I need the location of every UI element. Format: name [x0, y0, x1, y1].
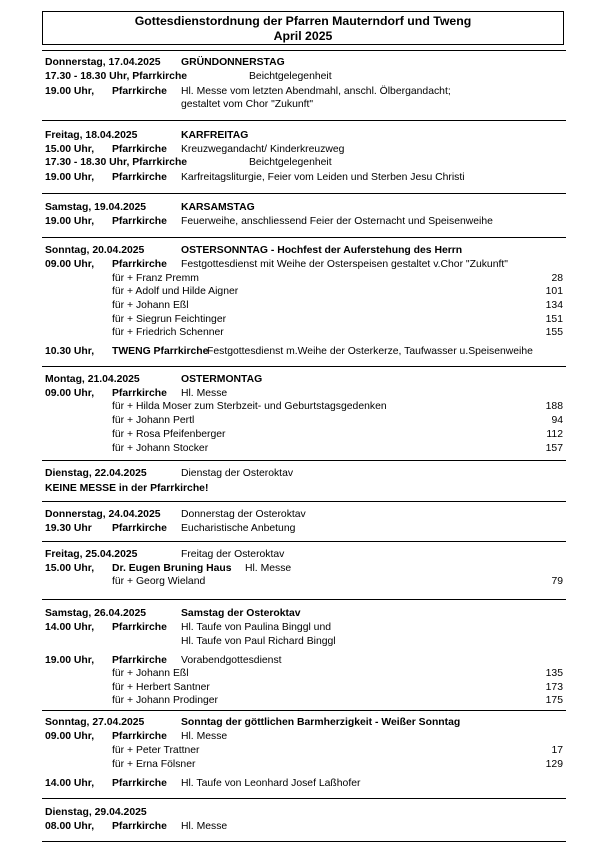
section-divider	[42, 460, 566, 461]
schedule-row	[45, 442, 563, 456]
row-date-time: 19.00 Uhr,	[45, 172, 95, 183]
page-title	[42, 11, 564, 45]
schedule-row	[45, 244, 563, 258]
schedule-row	[45, 548, 563, 562]
row-detail: Hl. Messe	[181, 731, 228, 742]
schedule-row	[45, 85, 563, 99]
row-label: für + Siegrun Feichtinger	[112, 314, 227, 325]
intention-number: 94	[551, 415, 563, 426]
row-detail: Hl. Messe	[181, 388, 228, 399]
row-detail: Feuerweihe, anschliessend Feier der Osternacht und Speisenweihe	[181, 216, 493, 227]
row-date-time: 08.00 Uhr,	[45, 821, 95, 832]
row-date-time: 15.00 Uhr,	[45, 144, 95, 155]
section-divider	[42, 541, 566, 542]
row-date-time: 17.30 - 18.30 Uhr, Pfarrkirche	[45, 157, 188, 168]
row-date-time: 09.00 Uhr,	[45, 388, 95, 399]
row-date-time: 19.00 Uhr,	[45, 86, 95, 97]
row-label: für + Rosa Pfeifenberger	[112, 429, 226, 440]
row-detail: Hl. Taufe von Leonhard Josef Laßhofer	[181, 778, 361, 789]
intention-number: 112	[546, 429, 563, 440]
row-detail: Hl. Messe	[181, 821, 228, 832]
row-date-time: Samstag, 26.04.2025	[45, 608, 147, 619]
schedule-row	[45, 508, 563, 522]
row-label: TWENG Pfarrkirche	[112, 346, 209, 357]
row-date-time: Samstag, 19.04.2025	[45, 202, 147, 213]
row-detail: Hl. Taufe von Paulina Binggl und	[181, 622, 331, 633]
row-detail: Festgottesdienst m.Weihe der Osterkerze, Taufwasser u.Speisenweihe	[207, 346, 533, 357]
row-label: für + Johann Eßl	[112, 668, 189, 679]
row-date-time: 17.30 - 18.30 Uhr, Pfarrkirche	[45, 71, 188, 82]
schedule-row	[45, 806, 563, 820]
schedule-row	[45, 694, 563, 708]
row-label: Pfarrkirche	[112, 655, 167, 666]
row-label: für + Peter Trattner	[112, 745, 200, 756]
intention-number: 134	[545, 300, 563, 311]
schedule-row	[45, 621, 563, 635]
row-label: Pfarrkirche	[112, 144, 167, 155]
schedule-row	[45, 667, 563, 681]
row-date-time: 14.00 Uhr,	[45, 622, 95, 633]
row-label: Pfarrkirche	[112, 172, 167, 183]
schedule-row	[45, 467, 563, 481]
row-detail: Hl. Messe	[245, 563, 292, 574]
row-label: Sonntag der göttlichen Barmherzigkeit - Weißer Sonntag	[181, 717, 461, 728]
row-label: Dienstag der Osteroktav	[181, 468, 294, 479]
row-label: Pfarrkirche	[112, 523, 167, 534]
section-divider	[42, 798, 566, 799]
intention-number: 155	[545, 327, 563, 338]
row-label: Donnerstag der Osteroktav	[181, 509, 306, 520]
intention-number: 173	[545, 682, 563, 693]
schedule-row	[45, 285, 563, 299]
schedule-row	[45, 70, 563, 84]
schedule-row	[45, 156, 563, 170]
intention-number: 157	[545, 443, 563, 454]
row-label: Pfarrkirche	[112, 821, 167, 832]
intention-number: 129	[545, 759, 563, 770]
schedule-row	[45, 758, 563, 772]
row-detail: Hl. Messe vom letzten Abendmahl, anschl. Ölbergandacht;	[181, 86, 451, 97]
row-date-time: Freitag, 25.04.2025	[45, 549, 138, 560]
row-date-time: Dienstag, 29.04.2025	[45, 807, 147, 818]
section-divider	[42, 501, 566, 502]
row-label: Pfarrkirche	[112, 216, 167, 227]
schedule-row	[45, 522, 563, 536]
row-date-time: Dienstag, 22.04.2025	[45, 468, 147, 479]
section-divider	[42, 366, 566, 367]
schedule-row	[45, 414, 563, 428]
row-date-time: KEINE MESSE in der Pfarrkirche!	[45, 483, 209, 494]
schedule-row	[45, 716, 563, 730]
intention-number: 135	[545, 668, 563, 679]
schedule-row	[45, 575, 563, 589]
row-date-time: Donnerstag, 17.04.2025	[45, 57, 161, 68]
row-label: Pfarrkirche	[112, 388, 167, 399]
schedule-row	[45, 56, 563, 70]
row-label: OSTERSONNTAG - Hochfest der Auferstehung des Herrn	[181, 245, 463, 256]
schedule-row	[45, 681, 563, 695]
schedule-row	[45, 215, 563, 229]
row-detail: Hl. Taufe von Paul Richard Binggl	[181, 636, 336, 647]
schedule-row	[45, 820, 563, 834]
section-divider	[42, 841, 566, 842]
section-divider	[42, 599, 566, 600]
row-label: Pfarrkirche	[112, 86, 167, 97]
row-label: für + Johann Prodinger	[112, 695, 218, 706]
intention-number: 101	[545, 286, 563, 297]
intention-number: 17	[551, 745, 563, 756]
schedule-row	[45, 201, 563, 215]
row-detail: Eucharistische Anbetung	[181, 523, 296, 534]
schedule-row	[45, 143, 563, 157]
intention-number: 28	[551, 273, 563, 284]
schedule-row	[45, 326, 563, 340]
intention-number: 79	[551, 576, 563, 587]
row-label: Beichtgelegenheit	[249, 71, 332, 82]
schedule-row	[45, 400, 563, 414]
schedule-row	[45, 777, 563, 791]
schedule-row	[45, 98, 563, 112]
row-detail: Festgottesdienst mit Weihe der Osterspeisen gestaltet v.Chor "Zukunft"	[181, 259, 508, 270]
row-date-time: Montag, 21.04.2025	[45, 374, 140, 385]
row-label: Pfarrkirche	[112, 778, 167, 789]
row-label: KARFREITAG	[181, 130, 249, 141]
row-detail: gestaltet vom Chor "Zukunft"	[181, 99, 314, 110]
row-label: für + Johann Eßl	[112, 300, 189, 311]
row-date-time: Sonntag, 27.04.2025	[45, 717, 145, 728]
schedule-row	[45, 171, 563, 185]
row-label: Pfarrkirche	[112, 622, 167, 633]
row-label: Beichtgelegenheit	[249, 157, 332, 168]
schedule-row	[45, 387, 563, 401]
row-label: GRÜNDONNERSTAG	[181, 57, 285, 68]
schedule-row	[45, 373, 563, 387]
row-label: Freitag der Osteroktav	[181, 549, 285, 560]
row-label: für + Herbert Santner	[112, 682, 210, 693]
schedule-row	[45, 744, 563, 758]
row-date-time: 09.00 Uhr,	[45, 731, 95, 742]
row-label: Pfarrkirche	[112, 259, 167, 270]
schedule-row	[45, 654, 563, 668]
schedule-row	[45, 258, 563, 272]
row-detail: Karfreitagsliturgie, Feier vom Leiden und Sterben Jesu Christi	[181, 172, 465, 183]
row-date-time: 14.00 Uhr,	[45, 778, 95, 789]
schedule-row	[45, 635, 563, 649]
section-divider	[42, 120, 566, 121]
row-date-time: Donnerstag, 24.04.2025	[45, 509, 161, 520]
section-divider	[42, 193, 566, 194]
row-label: für + Adolf und Hilde Aigner	[112, 286, 239, 297]
row-label: OSTERMONTAG	[181, 374, 263, 385]
row-label: Dr. Eugen Bruning Haus	[112, 563, 232, 574]
schedule-row	[45, 607, 563, 621]
row-label: für + Georg Wieland	[112, 576, 206, 587]
row-label: für + Johann Stocker	[112, 443, 209, 454]
row-date-time: 19.30 Uhr	[45, 523, 92, 534]
row-date-time: 19.00 Uhr,	[45, 216, 95, 227]
schedule-row	[45, 272, 563, 286]
row-label: Samstag der Osteroktav	[181, 608, 301, 619]
schedule-row	[45, 345, 563, 359]
row-date-time: Sonntag, 20.04.2025	[45, 245, 145, 256]
intention-number: 188	[545, 401, 563, 412]
schedule-row	[45, 482, 563, 496]
row-date-time: 09.00 Uhr,	[45, 259, 95, 270]
row-label: für + Friedrich Schenner	[112, 327, 224, 338]
row-date-time: 10.30 Uhr,	[45, 346, 95, 357]
row-date-time: 15.00 Uhr,	[45, 563, 95, 574]
title-line-1: Gottesdienstordnung der Pfarren Mauterndorf und Tweng	[134, 14, 472, 28]
schedule-row	[45, 428, 563, 442]
row-label: für + Johann Pertl	[112, 415, 195, 426]
row-label: für + Hilda Moser zum Sterbzeit- und Geburtstagsgedenken	[112, 401, 387, 412]
row-label: Pfarrkirche	[112, 731, 167, 742]
intention-number: 151	[545, 314, 563, 325]
title-line-2: April 2025	[273, 29, 333, 43]
row-date-time: 19.00 Uhr,	[45, 655, 95, 666]
row-date-time: Freitag, 18.04.2025	[45, 130, 138, 141]
intention-number: 175	[545, 695, 563, 706]
row-label: für + Franz Premm	[112, 273, 199, 284]
schedule-row	[45, 299, 563, 313]
section-divider	[42, 710, 566, 711]
row-detail: Kreuzwegandacht/ Kinderkreuzweg	[181, 144, 345, 155]
section-divider	[42, 237, 566, 238]
row-label: für + Erna Fölsner	[112, 759, 196, 770]
section-divider	[42, 50, 566, 51]
schedule-row	[45, 313, 563, 327]
schedule-row	[45, 562, 563, 576]
schedule-row	[45, 129, 563, 143]
row-label: KARSAMSTAG	[181, 202, 255, 213]
row-detail: Vorabendgottesdienst	[181, 655, 282, 666]
schedule-row	[45, 730, 563, 744]
